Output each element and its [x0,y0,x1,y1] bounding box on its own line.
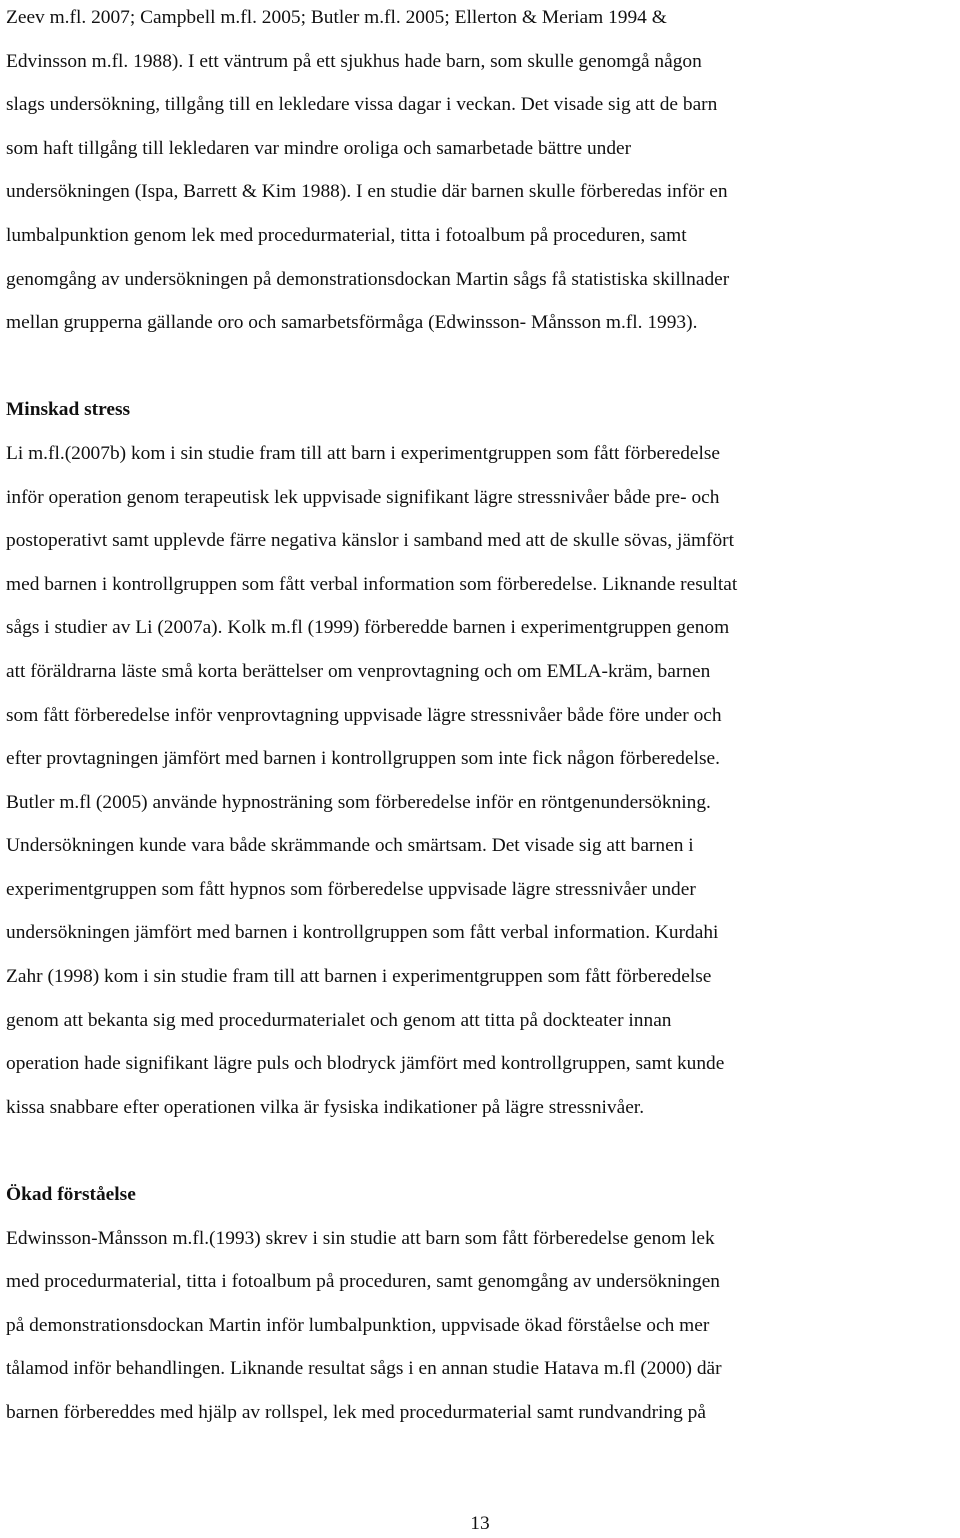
page-number: 13 [470,1513,490,1534]
text-line: med barnen i kontrollgruppen som fått verbal information som förberedelse. Liknande resultat [6,573,738,595]
text-line: mellan grupperna gällande oro och samarbetsförmåga (Edwinsson- Månsson m.fl. 1993). [6,312,698,334]
text-line: Zahr (1998) kom i sin studie fram till att barnen i experimentgruppen som fått förberedelse [6,966,712,988]
text-line: barnen förbereddes med hjälp av rollspel, lek med procedurmaterial samt rundvandring på [6,1402,706,1423]
text-line: inför operation genom terapeutisk lek uppvisade signifikant lägre stressnivåer både pre- och [6,486,720,508]
heading-okad-forstaelse: Ökad förståelse [6,1184,136,1206]
text-line: lumbalpunktion genom lek med procedurmaterial, titta i fotoalbum på proceduren, samt [6,224,687,246]
heading-minskad-stress: Minskad stress [6,399,131,421]
text-line: Butler m.fl (2005) använde hypnosträning som förberedelse inför en röntgenundersökning. [6,791,711,813]
paragraph-intro [6,0,956,345]
text-line: Li m.fl.(2007b) kom i sin studie fram till att barn i experimentgruppen som fått förberedelse [6,442,721,464]
text-line: tålamod inför behandlingen. Liknande resultat sågs i en annan studie Hatava m.fl (2000) där [6,1358,722,1380]
text-line: Zeev m.fl. 2007; Campbell m.fl. 2005; Butler m.fl. 2005; Ellerton & Meriam 1994 & [6,7,667,28]
paragraph-spacer [6,345,956,389]
text-line: Undersökningen kunde vara både skrämmande och smärtsam. Det visade sig att barnen i [6,835,694,857]
text-line: som fått förberedelse inför venprovtagning uppvisade lägre stressnivåer både före under och [6,704,722,726]
text-line: undersökningen (Ispa, Barrett & Kim 1988). I en studie där barnen skulle förberedas inför en [6,181,728,203]
text-line: efter provtagningen jämfört med barnen i kontrollgruppen som inte fick någon förberedelse. [6,748,720,770]
paragraph-okad-forstaelse [6,1217,956,1435]
text-line: Edwinsson-Månsson m.fl.(1993) skrev i sin studie att barn som fått förberedelse genom lek [6,1227,715,1249]
document-body [6,0,956,1435]
text-line: postoperativt samt upplevde färre negativa känslor i samband med att de skulle sövas, jämfört [6,530,735,552]
text-line: genom att bekanta sig med procedurmaterialet och genom att titta på dockteater innan [6,1009,672,1031]
text-line: på demonstrationsdockan Martin inför lumbalpunktion, uppvisade ökad förståelse och mer [6,1314,710,1336]
text-line: operation hade signifikant lägre puls och blodryck jämfört med kontrollgruppen, samt kunde [6,1053,725,1075]
text-line: kissa snabbare efter operationen vilka är fysiska indikationer på lägre stressnivåer. [6,1096,645,1118]
text-line: slags undersökning, tillgång till en lekledare vissa dagar i veckan. Det visade sig att de barn [6,94,718,116]
paragraph-spacer [6,1129,956,1173]
text-line: sågs i studier av Li (2007a). Kolk m.fl (1999) förberedde barnen i experimentgruppen genom [6,617,730,639]
text-line: med procedurmaterial, titta i fotoalbum på proceduren, samt genomgång av undersökningen [6,1271,720,1293]
text-line: som haft tillgång till lekledaren var mindre oroliga och samarbetade bättre under [6,137,632,159]
text-line: att föräldrarna läste små korta berättelser om venprovtagning och om EMLA-kräm, barnen [6,660,711,682]
text-line: genomgång av undersökningen på demonstrationsdockan Martin sågs få statistiska skillnader [6,268,730,290]
text-line: Edvinsson m.fl. 1988). I ett väntrum på ett sjukhus hade barn, som skulle genomgå någon [6,50,702,72]
paragraph-minskad-stress [6,432,956,1130]
text-line: experimentgruppen som fått hypnos som förberedelse uppvisade lägre stressnivåer under [6,878,696,900]
text-line: undersökningen jämfört med barnen i kontrollgruppen som fått verbal information. Kurdahi [6,922,719,944]
